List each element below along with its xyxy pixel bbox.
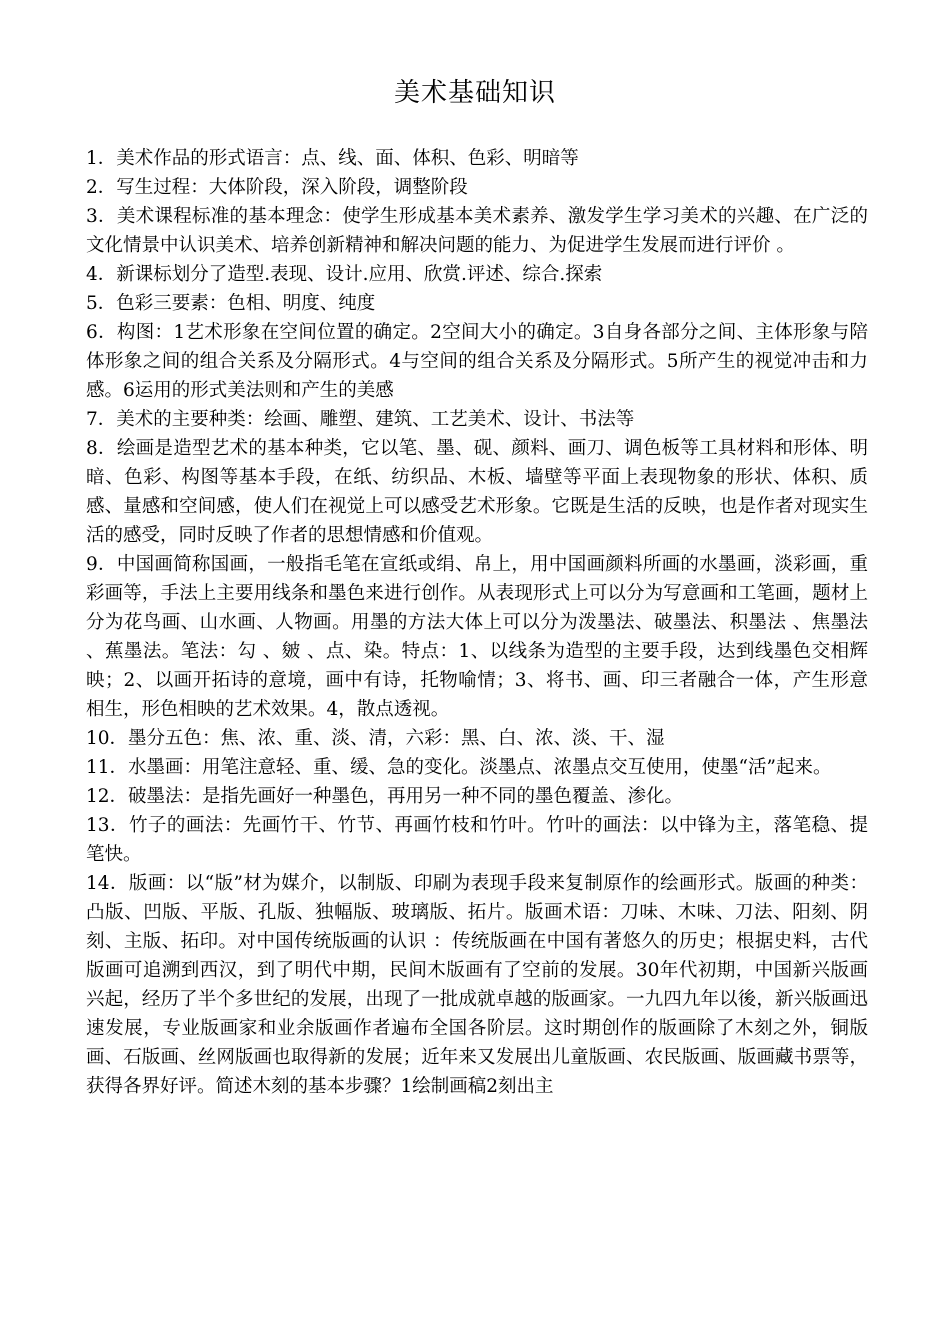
paragraph-8: 8．绘画是造型艺术的基本种类，它以笔、墨、砚、颜料、画刀、调色板等工具材料和形体、明暗、色彩、构图等基本手段，在纸、纺织品、木板、墙壁等平面上表现物象的形状、体积、质感、量感和空间感，使人们在视觉上可以感受艺术形象。它既是生活的反映，也是作者对现实生活的感受，同时反映了作者的思想情感和价值观。: [86, 438, 868, 546]
paragraph-11: 11．水墨画：用笔注意轻、重、缓、急的变化。淡墨点、浓墨点交互使用，使墨“活”起来。: [86, 757, 832, 778]
paragraph-13: 13．竹子的画法：先画竹干、竹节、再画竹枝和竹叶。竹叶的画法：以中锋为主，落笔稳、提笔快。: [86, 815, 868, 865]
paragraph-3: 3．美术课程标准的基本理念：使学生形成基本美术素养、激发学生学习美术的兴趣、在广泛的文化情景中认识美术、培养创新精神和解决问题的能力、为促进学生发展而进行评价 。: [86, 206, 868, 256]
paragraph-4: 4．新课标划分了造型.表现、设计.应用、欣赏.评述、综合.探索: [86, 264, 603, 285]
paragraph-1: 1．美术作品的形式语言：点、线、面、体积、色彩、明暗等: [86, 148, 579, 169]
paragraph-9: 9．中国画简称国画，一般指毛笔在宣纸或绢、帛上，用中国画颜料所画的水墨画，淡彩画，重彩画等，手法上主要用线条和墨色来进行创作。从表现形式上可以分为写意画和工笔画，题材上分为花鸟画、山水画、人物画。用墨的方法大体上可以分为泼墨法、破墨法、积墨法 、焦墨法 、蕉墨法。笔法：勾 、皴 、点、染。特点：1、以线条为造型的主要手段，达到线墨色交相辉映；2、以画开拓诗的意境，画中有诗，托物喻情；3、将书、画、印三者融合一体，产生形意相生，形色相映的艺术效果。4，散点透视。: [86, 554, 868, 720]
paragraph-7: 7．美术的主要种类：绘画、雕塑、建筑、工艺美术、设计、书法等: [86, 409, 635, 430]
document-title: 美术基础知识: [393, 78, 556, 108]
paragraph-12: 12．破墨法：是指先画好一种墨色，再用另一种不同的墨色覆盖、渗化。: [86, 786, 684, 807]
document-body: [86, 144, 868, 1101]
paragraph-6: 6．构图：1艺术形象在空间位置的确定。2空间大小的确定。3自身各部分之间、主体形象与陪体形象之间的组合关系及分隔形式。4与空间的组合关系及分隔形式。5所产生的视觉冲击和力感。6运用的形式美法则和产生的美感: [86, 322, 868, 401]
paragraph-14: 14．版画：以“版”材为媒介，以制版、印刷为表现手段来复制原作的绘画形式。版画的种类：凸版、凹版、平版、孔版、独幅版、玻璃版、拓片。版画术语：刀味、木味、刀法、阳刻、阴刻、主版、拓印。对中国传统版画的认识 ：传统版画在中国有著悠久的历史；根据史料，古代版画可追溯到西汉，到了明代中期，民间木版画有了空前的发展。30年代初期，中国新兴版画兴起，经历了半个多世纪的发展，出现了一批成就卓越的版画家。一九四九年以後，新兴版画迅速发展，专业版画家和业余版画作者遍布全国各阶层。这时期创作的版画除了木刻之外，铜版画、石版画、丝网版画也取得新的发展；近年来又发展出儿童版画、农民版画、版画藏书票等，获得各界好评。简述木刻的基本步骤？1绘制画稿2刻出主: [86, 873, 868, 1097]
paragraph-2: 2．写生过程：大体阶段，深入阶段，调整阶段: [86, 177, 468, 198]
paragraph-10: 10．墨分五色：焦、浓、重、淡、清，六彩：黑、白、浓、淡、干、湿: [86, 728, 665, 749]
paragraph-5: 5．色彩三要素：色相、明度、纯度: [86, 293, 376, 314]
